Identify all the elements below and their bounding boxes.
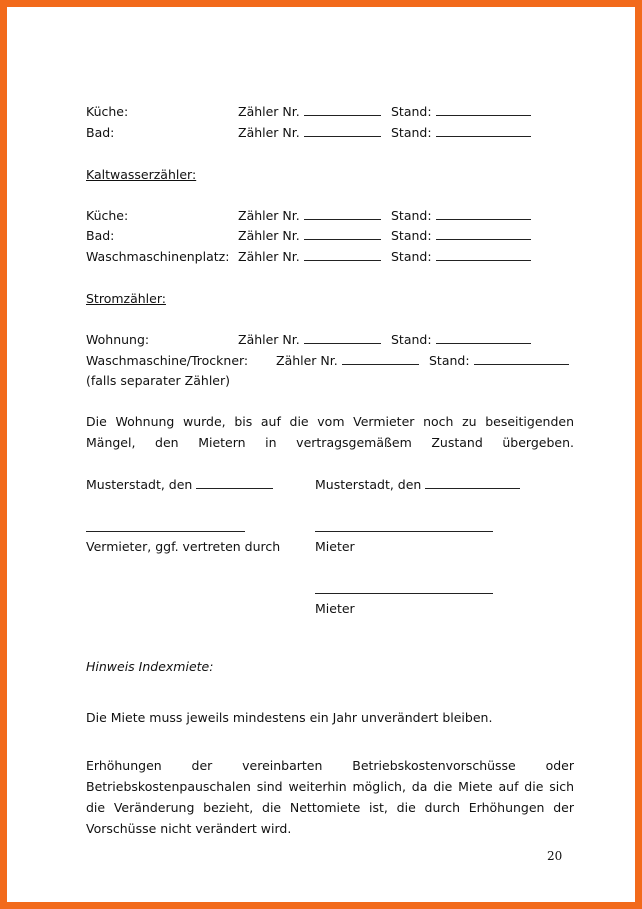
meter-reading-field: Stand: (391, 208, 531, 223)
meter-number-field: Zähler Nr. (238, 228, 381, 243)
meter-note: (falls separater Zähler) (86, 373, 230, 388)
page-number: 20 (547, 849, 563, 863)
tenant2-signature-label: Mieter (315, 601, 355, 616)
index-rent-heading: Hinweis Indexmiete: (86, 659, 214, 674)
meter-number-field: Zähler Nr. (238, 125, 381, 140)
meter-row-label: Waschmaschinenplatz: (86, 249, 230, 264)
meter-number-field: Zähler Nr. (238, 104, 381, 119)
meter-reading-field: Stand: (429, 353, 569, 368)
tenant1-signature-label: Mieter (315, 539, 355, 554)
index-rent-paragraph-2: Erhöhungen der vereinbarten Betriebskostenvorschüsse oder Betriebskostenpauschalen sind weiterhin möglich, da die Miete auf die sich die Veränderung bezieht, die Nettomiete ist, die durch Erhöhungen der Vorschüsse nicht verändert wird. (86, 758, 574, 836)
meter-row-label: Bad: (86, 125, 115, 140)
meter-reading-field: Stand: (391, 104, 531, 119)
meter-reading-field: Stand: (391, 125, 531, 140)
landlord-signature-label: Vermieter, ggf. vertreten durch (86, 539, 281, 554)
landlord-signature-line (86, 531, 245, 532)
section-heading-strom: Stromzähler: (86, 291, 166, 306)
place-date-right: Musterstadt, den (315, 477, 520, 492)
meter-row-label: Waschmaschine/Trockner: (86, 353, 249, 368)
meter-number-field: Zähler Nr. (238, 249, 381, 264)
meter-row-label: Küche: (86, 208, 129, 223)
meter-reading-field: Stand: (391, 332, 531, 347)
tenant1-signature-line (315, 531, 493, 532)
section-heading-kaltwasser: Kaltwasserzähler: (86, 167, 197, 182)
meter-number-field: Zähler Nr. (238, 208, 381, 223)
meter-reading-field: Stand: (391, 228, 531, 243)
handover-statement: Die Wohnung wurde, bis auf die vom Vermieter noch zu beseitigenden Mängel, den Mietern in vertragsgemäßem Zustand übergeben. (86, 414, 574, 450)
index-rent-paragraph-1: Die Miete muss jeweils mindestens ein Jahr unverändert bleiben. (86, 710, 493, 725)
tenant2-signature-line (315, 593, 493, 594)
place-date-left: Musterstadt, den (86, 477, 273, 492)
meter-row-label: Wohnung: (86, 332, 150, 347)
meter-row-label: Bad: (86, 228, 115, 243)
meter-number-field: Zähler Nr. (238, 332, 381, 347)
meter-row-label: Küche: (86, 104, 129, 119)
meter-reading-field: Stand: (391, 249, 531, 264)
meter-number-field: Zähler Nr. (276, 353, 419, 368)
